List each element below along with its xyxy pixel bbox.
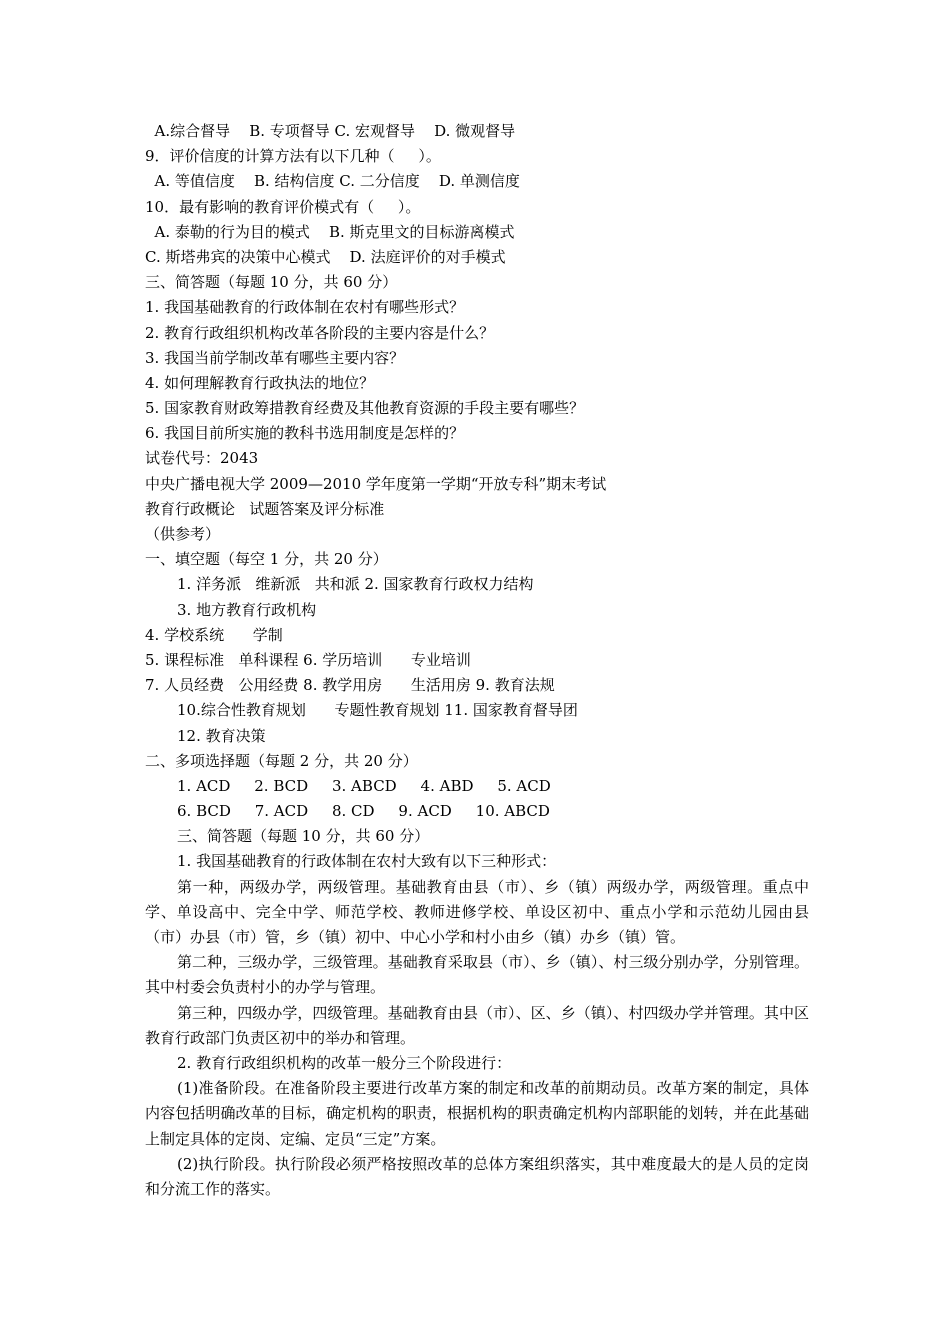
section-heading: 二、多项选择题（每题 2 分，共 20 分） xyxy=(145,751,418,770)
section-heading: 三、简答题（每题 10 分，共 60 分） xyxy=(177,827,430,846)
text-line: A. 等值信度 B. 结构信度 C. 二分信度 D. 单测信度 xyxy=(145,172,520,191)
answer-line: 6. BCD 7. ACD 8. CD 9. ACD 10. ABCD xyxy=(177,802,550,821)
paper-code: 试卷代号：2043 xyxy=(145,449,259,468)
answer-line: 7. 人员经费 公用经费 8. 教学用房 生活用房 9. 教育法规 xyxy=(145,676,555,695)
answer-paragraph: (1)准备阶段。在准备阶段主要进行改革方案的制定和改革的前期动员。改革方案的制定，具体内容包括明确改革的目标，确定机构的职责，根据机构的职责确定机构内部职能的划转，并在此基础上制定具体的定岗、定编、定员“三定”方案。 xyxy=(145,1079,809,1148)
answer-line: 4. 学校系统 学制 xyxy=(145,625,283,644)
question-line: 1. 我国基础教育的行政体制在农村有哪些形式？ xyxy=(145,298,465,317)
section-heading: 三、简答题（每题 10 分，共 60 分） xyxy=(145,273,398,292)
answer-line: 1. ACD 2. BCD 3. ABCD 4. ABD 5. ACD xyxy=(177,776,551,795)
section-heading: 一、填空题（每空 1 分，共 20 分） xyxy=(145,550,388,569)
text-line: 10．最有影响的教育评价模式有（ ）。 xyxy=(145,197,421,216)
question-line: 6. 我国目前所实施的教科书选用制度是怎样的？ xyxy=(145,424,465,443)
answer-paragraph: 第三种，四级办学，四级管理。基础教育由县（市）、区、乡（镇）、村四级办学并管理。其中区教育行政部门负责区初中的举办和管理。 xyxy=(145,1003,809,1047)
text-line: 9．评价信度的计算方法有以下几种（ ）。 xyxy=(145,147,441,166)
answer-line: 5. 课程标准 单科课程 6. 学历培训 专业培训 xyxy=(145,650,471,669)
exam-title: 中央广播电视大学 2009—2010 学年度第一学期“开放专科”期末考试 xyxy=(145,474,607,493)
text-line: A.综合督导 B. 专项督导 C. 宏观督导 D. 微观督导 xyxy=(145,122,516,140)
answer-paragraph: 第一种，两级办学，两级管理。基础教育由县（市）、乡（镇）两级办学，两级管理。重点中学、单设高中、完全中学、师范学校、教师进修学校、单设区初中、重点小学和示范幼儿园由县（市）办县（市）管，乡（镇）初中、中心小学和村小由乡（镇）办乡（镇）管。 xyxy=(145,877,809,947)
answer-paragraph: 第二种，三级办学，三级管理。基础教育采取县（市）、乡（镇）、村三级分别办学，分别管理。其中村委会负责村小的办学与管理。 xyxy=(145,953,809,997)
answer-line: 3. 地方教育行政机构 xyxy=(177,600,317,619)
question-line: 5. 国家教育财政筹措教育经费及其他教育资源的手段主要有哪些？ xyxy=(145,399,585,418)
text-line: C. 斯塔弗宾的决策中心模式 D. 法庭评价的对手模式 xyxy=(145,247,506,266)
question-line: 2. 教育行政组织机构改革各阶段的主要内容是什么？ xyxy=(145,323,495,342)
question-line: 3. 我国当前学制改革有哪些主要内容？ xyxy=(145,348,405,367)
answer-title: 教育行政概论 试题答案及评分标准 xyxy=(145,499,385,518)
answer-line: 2. 教育行政组织机构的改革一般分三个阶段进行： xyxy=(177,1054,512,1073)
text-line: A. 泰勒的行为目的模式 B. 斯克里文的目标游离模式 xyxy=(145,222,515,241)
answer-paragraph: (2)执行阶段。执行阶段必须严格按照改革的总体方案组织落实，其中难度最大的是人员的定岗和分流工作的落实。 xyxy=(145,1154,809,1199)
answer-line: 1. 洋务派 维新派 共和派 2. 国家教育行政权力结构 xyxy=(177,575,534,594)
answer-line: 1. 我国基础教育的行政体制在农村大致有以下三种形式： xyxy=(177,852,557,871)
answer-line: 12. 教育决策 xyxy=(177,726,266,745)
document-page xyxy=(145,119,815,1202)
question-line: 4. 如何理解教育行政执法的地位？ xyxy=(145,373,375,392)
reference-note: （供参考） xyxy=(145,525,221,543)
answer-line: 10.综合性教育规划 专题性教育规划 11. 国家教育督导团 xyxy=(177,701,578,720)
